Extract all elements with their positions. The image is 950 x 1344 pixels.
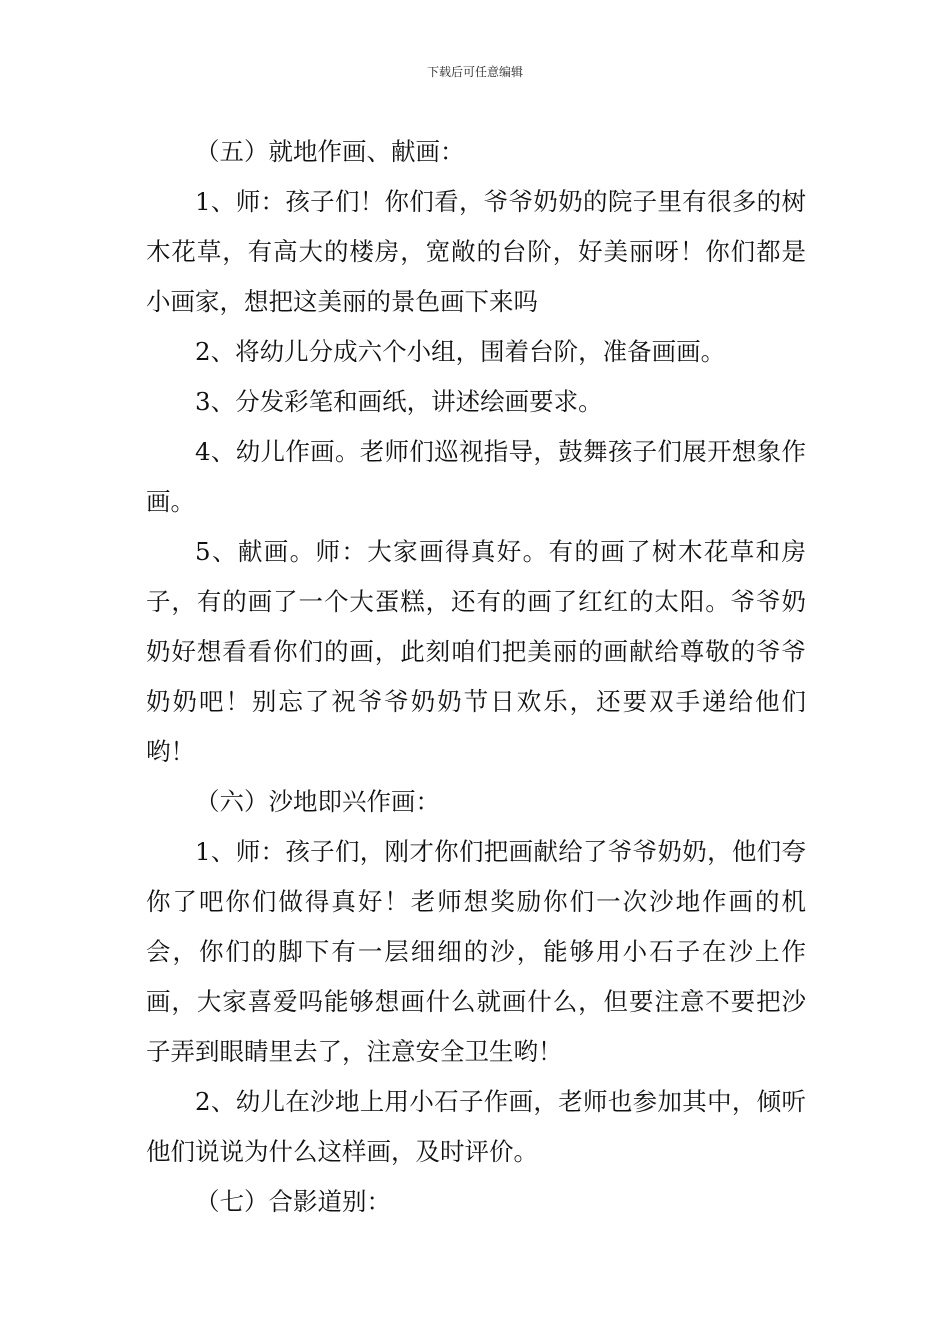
paragraph: 4、幼儿作画。老师们巡视指导，鼓舞孩子们展开想象作画。 [146, 437, 806, 516]
paragraph: 1、师：孩子们，刚才你们把画献给了爷爷奶奶，他们夸你了吧你们做得真好！老师想奖励你们一次沙地作画的机会，你们的脚下有一层细细的沙，能够用小石子在沙上作画，大家喜爱吗能够想画什么就画什么，但要注意不要把沙子弄到眼睛里去了，注意安全卫生哟！ [146, 837, 806, 1066]
section-heading-5: （五）就地作画、献画： [195, 137, 465, 166]
section-heading-6: （六）沙地即兴作画： [195, 787, 440, 816]
paragraph: 5、献画。师：大家画得真好。有的画了树木花草和房子，有的画了一个大蛋糕，还有的画了红红的太阳。爷爷奶奶好想看看你们的画，此刻咱们把美丽的画献给尊敬的爷爷奶奶吧！别忘了祝爷爷奶奶节日欢乐，还要双手递给他们哟！ [146, 537, 806, 766]
paragraph: 2、将幼儿分成六个小组，围着台阶，准备画画。 [195, 337, 726, 366]
paragraph: 1、师：孩子们！你们看，爷爷奶奶的院子里有很多的树木花草，有高大的楼房，宽敞的台阶，好美丽呀！你们都是小画家，想把这美丽的景色画下来吗 [146, 187, 806, 316]
document-body [146, 127, 806, 1227]
paragraph: 2、幼儿在沙地上用小石子作画，老师也参加其中，倾听他们说说为什么这样画，及时评价。 [146, 1087, 806, 1166]
section-heading-7: （七）合影道别： [195, 1187, 391, 1216]
page-header: 下载后可任意编辑 [426, 65, 523, 79]
paragraph: 3、分发彩笔和画纸，讲述绘画要求。 [195, 387, 603, 416]
